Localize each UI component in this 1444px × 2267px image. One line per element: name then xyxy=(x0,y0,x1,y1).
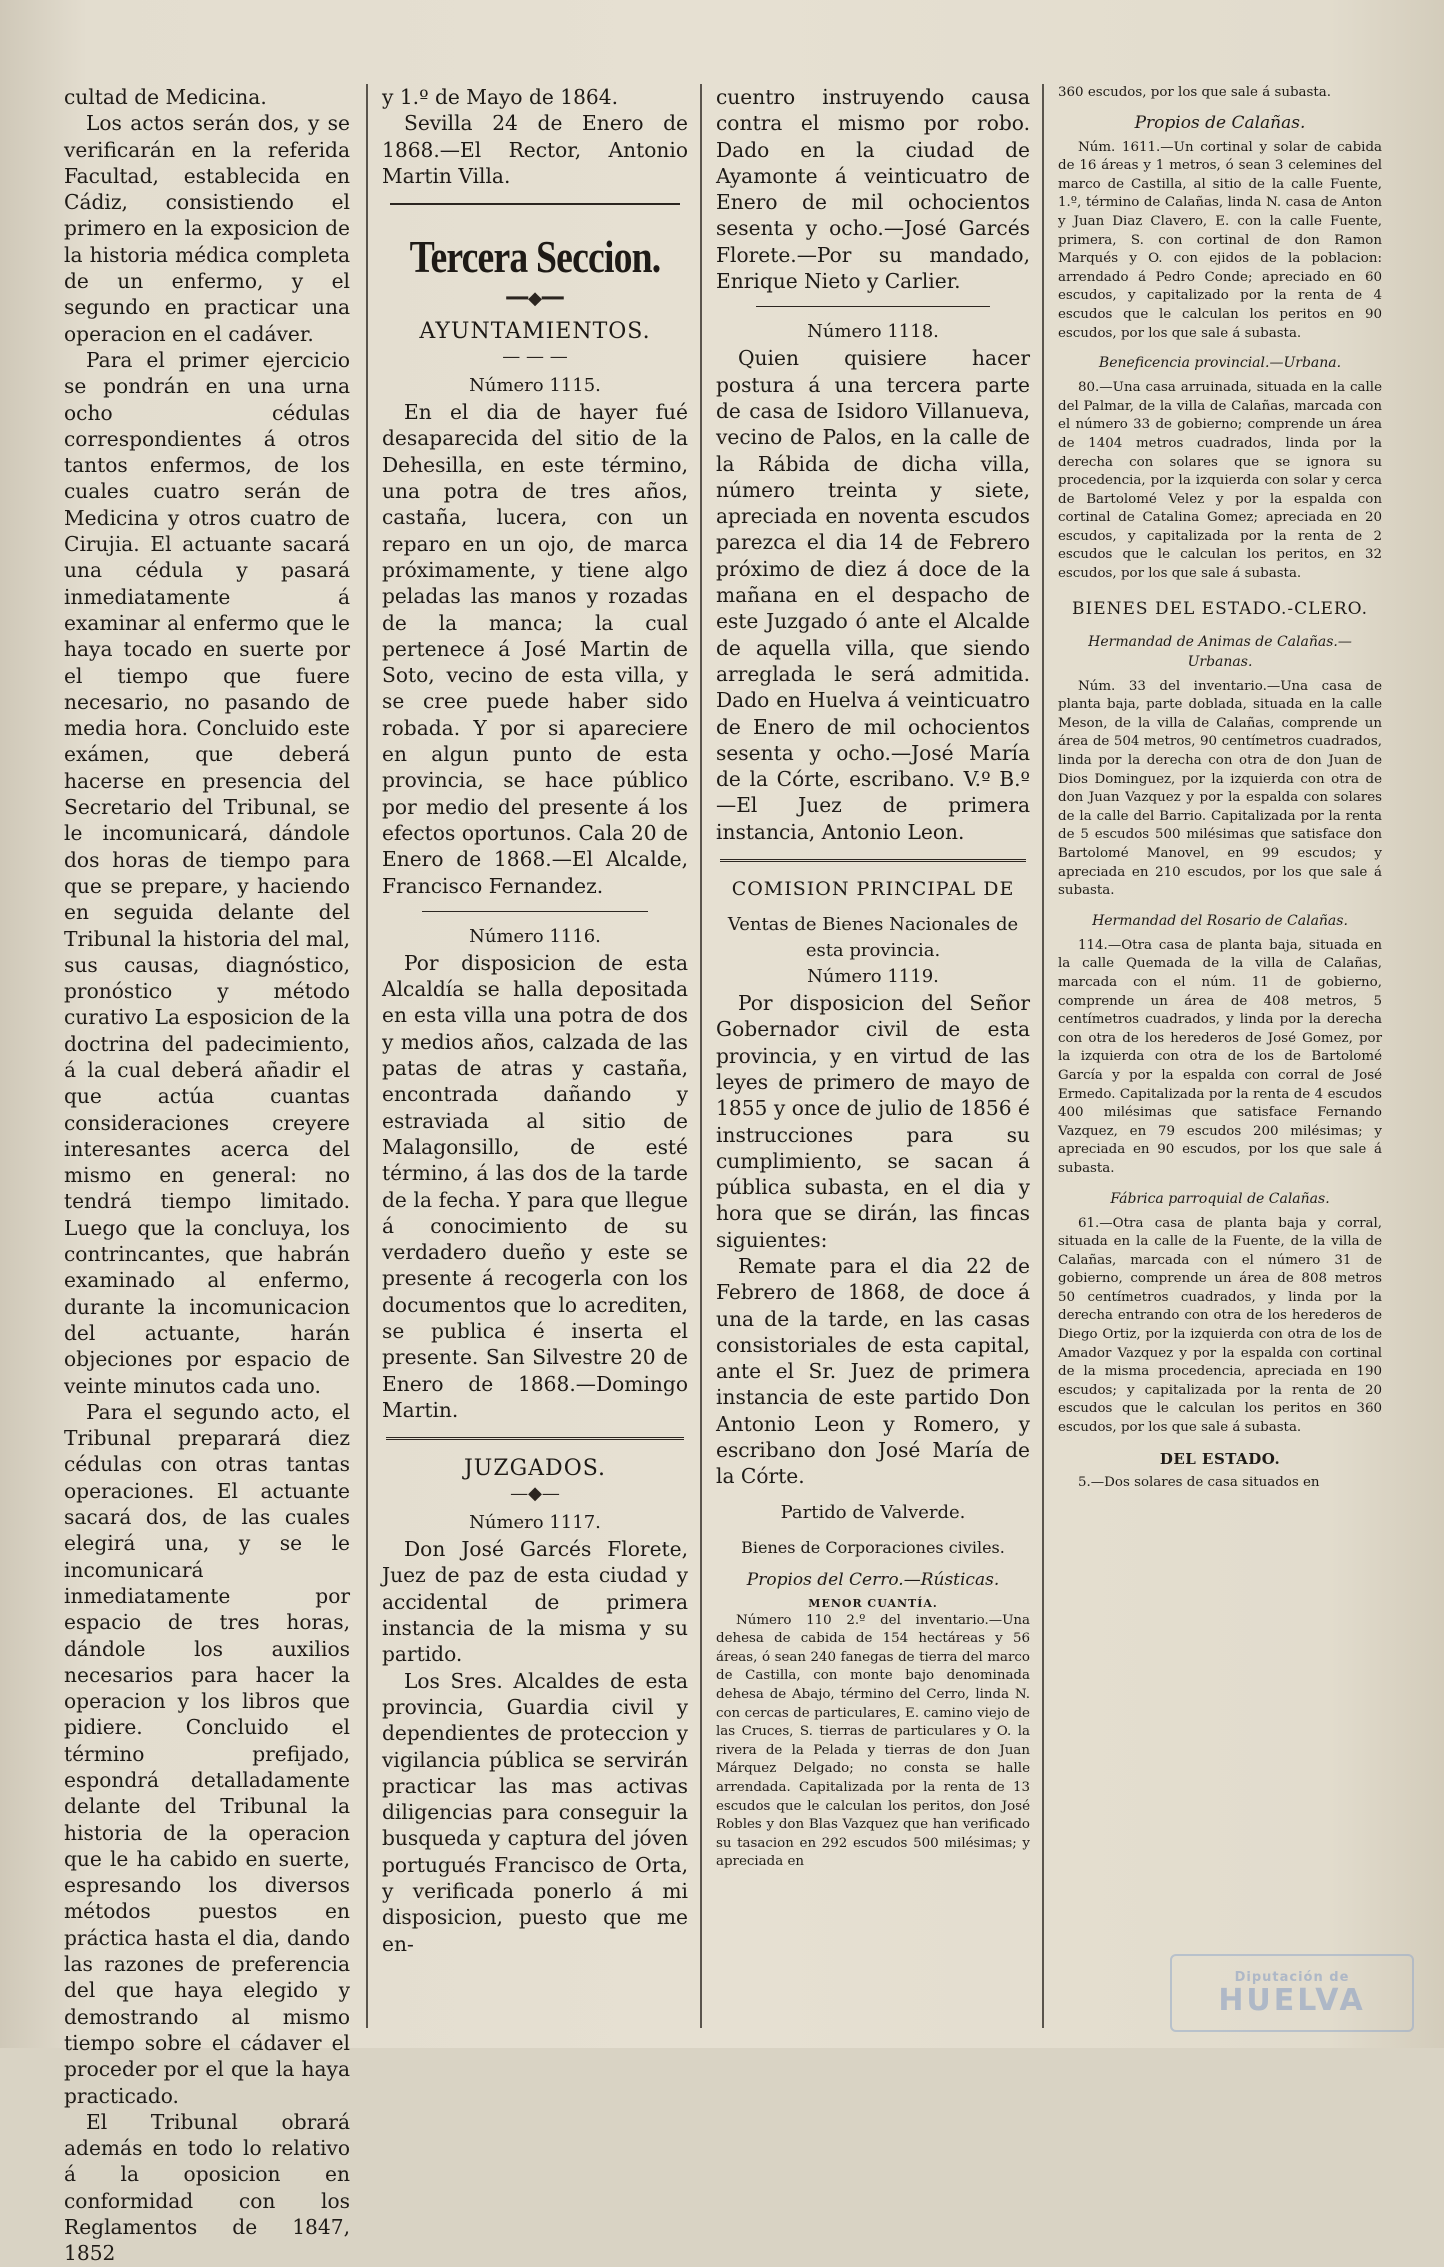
paragraph: 114.—Otra casa de planta baja, situada en la calle Quemada de la villa de Calañas, marcada con el núm. 11 de gobierno, comprende un área de 408 metros, 5 centímetros cuadrados, y linda por la derecha con otra de los herederos de José Gomez, por la izquierda con otra de los de Bartolomé García y por la espalda con corral de José Ermedo. Capitalizada por la renta de 4 escudos 400 milésimas que satisface Fernando Vazquez, en 79 escudos 200 milésimas; y apreciada en 90 escudos, por los que sale á subasta. xyxy=(1058,937,1382,1176)
paragraph: Don José Garcés Florete, Juez de paz de esta ciudad y accidental de primera instancia de la misma y su partido. xyxy=(382,1537,688,1667)
column-4 xyxy=(1044,84,1390,2028)
ornament-divider: —◆— xyxy=(510,1483,560,1505)
paragraph: 360 escudos, por los que sale á subasta. xyxy=(1058,85,1331,100)
column-rule xyxy=(366,84,368,2028)
ornament-divider: ━━◆━━ xyxy=(506,288,564,310)
divider xyxy=(720,859,1026,862)
subheading: Propios del Cerro.—Rústicas. xyxy=(746,1569,1000,1590)
notice-number: Número 1117. xyxy=(469,1512,601,1534)
paragraph: cuentro instruyendo causa contra el mismo por robo. Dado en la ciudad de Ayamonte á veinticuatro de Enero de mil ochocientos sesenta y ocho.—José Garcés Florete.—Por su mandado, Enrique Nieto y Carlier. xyxy=(716,85,1030,294)
heading-del-estado: DEL ESTADO. xyxy=(1159,1449,1281,1468)
subheading: Partido de Valverde. xyxy=(780,1501,966,1523)
column-rule xyxy=(1042,84,1044,2028)
subheading: MENOR CUANTÍA. xyxy=(808,1596,938,1610)
paragraph: Por disposicion del Señor Gobernador civil de esta provincia, y en virtud de las leyes de primero de mayo de 1855 y once de julio de 1856 é instrucciones para su cumplimiento, se sacan á pública subasta, en el dia y hora que se dirán, las fincas siguientes: xyxy=(716,991,1030,1252)
paragraph: Por disposicion de esta Alcaldía se halla depositada en esta villa una potra de dos y medios años, calzada de las patas de atras y castaña, encontrada dañando y estraviada al sitio de Malagonsillo, de esté término, á las dos de la tarde de la fecha. Y para que llegue á conocimiento de su verdadero dueño y este se presente á recogerla con los documentos que lo acrediten, se publica é inserta el presente. San Silvestre 20 de Enero de 1868.—Domingo Martin. xyxy=(382,950,688,1422)
notice-number: Número 1115. xyxy=(469,375,601,397)
column-3 xyxy=(702,84,1042,2028)
subheading: Ventas de Bienes Nacionales de esta provincia. xyxy=(727,914,1019,962)
paragraph: 61.—Otra casa de planta baja y corral, situada en la calle de la Fuente, de la villa de Calañas, marcada con el número 31 de gobierno, comprende un área de 808 metros 50 centímetros cuadrados, y linda por la derecha entrando con otra de los herederos de Diego Ortiz, por la izquierda con otra de los de Amador Vazquez y por la espalda con cortinal de la misma procedencia, apreciada en 190 escudos; y capitalizada por la renta de 20 escudos que le calculan los peritos en 360 escudos, por los que sale á subasta. xyxy=(1058,1215,1382,1436)
columns xyxy=(64,84,1428,2266)
divider xyxy=(756,306,990,307)
heading-bienes-estado: BIENES DEL ESTADO.-CLERO. xyxy=(1072,598,1368,619)
paragraph: y 1.º de Mayo de 1864. xyxy=(382,85,619,109)
subheading: Beneficencia provincial.—Urbana. xyxy=(1098,355,1342,372)
paragraph: Para el segundo acto, el Tribunal preparará diez cédulas con otras tantas operaciones. El actuante sacará dos, de las cuales elegirá una, y se le incomunicará inmediatamente por espacio de tres horas, dándole los auxilios necesarios para hacer la operacion y los libros que pidiere. Concluido el término prefijado, espondrá detalladamente delante del Tribunal la historia de la operacion que le ha cabido en suerte, espresando los diversos métodos puestos en práctica hasta el dia, dando las razones de preferencia del que haya elegido y demostrando al mismo tiempo sobre el cádaver el proceder por el que la haya practicado. xyxy=(64,1399,350,2108)
paragraph: Núm. 1611.—Un cortinal y solar de cabida de 16 áreas y 1 metros, ó sean 3 celemines del marco de Castilla, al sitio de la calle Fuente, 1.º, término de Calañas, linda N. casa de Anton y Juan Diaz Clavero, E. con la calle Fuente, primera, S. con cortinal de don Ramon Marqués y O. con ejidos de la poblacion: arrendado á Pedro Conde; apreciado en 60 escudos, y capitalizado por la renta de 4 escudos que le calculan los peritos en 90 escudos, por los que sale á subasta. xyxy=(1058,139,1382,341)
stamp-line: Diputación de xyxy=(1234,1969,1350,1985)
heading-ayuntamientos: AYUNTAMIENTOS. xyxy=(419,319,651,345)
paragraph: Remate para el dia 22 de Febrero de 1868, de doce á una de la tarde, en las casas consistoriales de esta capital, ante el Sr. Juez de primera instancia de este partido Don Antonio Leon y Romero, y escribano don José María de la Córte. xyxy=(716,1253,1030,1489)
divider xyxy=(422,911,648,912)
subheading: Hermandad de Animas de Calañas.—Urbanas. xyxy=(1088,633,1352,670)
paragraph: Para el primer ejercicio se pondrán en una urna ocho cédulas correspondientes á otros tantos enfermos, de los cuales cuatro serán de Medicina y otros cuatro de Cirujia. El actuante sacará una cédula y pasará inmediatamente á examinar al enfermo que le haya tocado en suerte por el tiempo que fuere necesario, no pasando de media hora. Concluido este exámen, que deberá hacerse en presencia del Secretario del Tribunal, se le incomunicará, dándole dos horas de tiempo para que se prepare, y haciendo en seguida delante del Tribunal la historia del mal, sus causas, diagnóstico, pronóstico y método curativo La esposicion de la doctrina del padecimiento, á la cual deberá añadir el que actúa cuantas consideraciones creyere interesantes acerca del mismo en general: no tendrá tiempo limitado. Luego que la concluya, los contrincantes, que habrán examinado al enfermo, durante la incomunicacion del actuante, harán objeciones por espacio de veinte minutos cada uno. xyxy=(64,347,350,1398)
heading-comision: COMISION PRINCIPAL DE xyxy=(731,878,1015,901)
paragraph: Quien quisiere hacer postura á una tercera parte de casa de Isidoro Villanueva, vecino de Palos, en la calle de la Rábida de dicha villa, número treinta y siete, apreciada en noventa escudos parezca el dia 14 de Febrero próximo de diez á doce de la mañana en el despacho de este Juzgado ó ante el Alcalde de aquella villa, que siendo arreglada le será admitida. Dado en Huelva á veinticuatro de Enero de mil ochocientos sesenta y ocho.—José María de la Córte, escribano. V.º B.º—El Juez de primera instancia, Antonio Leon. xyxy=(716,346,1030,844)
column-2 xyxy=(368,84,700,2028)
subheading: Hermandad del Rosario de Calañas. xyxy=(1092,912,1348,929)
heading-juzgados: JUZGADOS. xyxy=(463,1456,607,1482)
section-title: Tercera Seccion. xyxy=(409,231,661,283)
paragraph: 5.—Dos solares de casa situados en xyxy=(1078,1474,1320,1490)
paragraph: cultad de Medicina. xyxy=(64,85,267,109)
column-rule xyxy=(700,84,702,2028)
paragraph: 80.—Una casa arruinada, situada en la calle del Palmar, de la villa de Calañas, marcada con el número 33 de gobierno; comprende un área de 1404 metros cuadrados, linda por la derecha con solares que se ignora su procedencia, por la izquierda con solar y cerca de Bartolomé Velez y por la espalda con cortinal de Catalina Gomez; apreciada en 20 escudos, y capitalizada por la renta de 2 escudos que le calculan los peritos, en 32 escudos, por los que sale á subasta. xyxy=(1058,380,1382,582)
paragraph: Número 110 2.º del inventario.—Una dehesa de cabida de 154 hectáreas y 56 áreas, ó sean 240 fanegas de tierra del marco de Castilla, con monte bajo denominada dehesa de Abajo, término del Cerro, linda N. con cercas de particulares, E. camino viejo de las Cruces, S. tierras de particulares y O. la rivera de la Pelada y tierras de don Juan Márquez Delgado; no consta se halle arrendada. Capitalizada por la renta de 13 escudos que le calculan los peritos, don José Robles y don Blas Vazquez que han verificado su tasacion en 292 escudos 500 milésimas; y apreciada en xyxy=(716,1612,1030,1870)
notice-number: Número 1118. xyxy=(807,321,939,343)
column-1 xyxy=(64,84,366,2266)
ornament-divider: — — — xyxy=(502,346,568,368)
signature: Sevilla 24 de Enero de 1868.—El Rector, Antonio Martin Villa. xyxy=(382,111,688,188)
notice-number: Número 1119. xyxy=(807,966,939,988)
subheading: Bienes de Corporaciones civiles. xyxy=(741,1537,1005,1557)
paragraph: Los Sres. Alcaldes de esta provincia, Guardia civil y dependientes de proteccion y vigilancia pública se servirán practicar las mas activas diligencias para conseguir la busqueda y captura del jóven portugués Francisco de Orta, y verificada ponerlo á mi disposicion, puesto que me en- xyxy=(382,1668,688,1956)
notice-number: Número 1116. xyxy=(469,925,601,947)
paragraph: Los actos serán dos, y se verificarán en la referida Facultad, establecida en Cádiz, consistiendo el primero en la exposicion de la historia médica completa de un enfermo, y el segundo en practicar una operacion en el cadáver. xyxy=(64,111,350,346)
paragraph: El Tribunal obrará además en todo lo relativo á la oposicion en conformidad con los Reglamentos de 1847, 1852 xyxy=(64,2109,350,2266)
paragraph: Núm. 33 del inventario.—Una casa de planta baja, parte doblada, situada en la calle Meson, de la villa de Calañas, comprende un área de 504 metros, 90 centímetros cuadrados, linda por la derecha con otra de don Juan de Dios Dominguez, por la izquierda con otra de don Juan Vazquez y por la espalda con solares de la calle del Barrio. Capitalizada por la renta de 5 escudos 500 milésimas que satisface don Bartolomé Manovel, en 99 escudos; y apreciada en 210 escudos, por los que sale á subasta. xyxy=(1058,678,1382,899)
divider xyxy=(390,203,680,205)
stamp-line: HUELVA xyxy=(1218,1982,1366,2018)
subheading: Fábrica parroquial de Calañas. xyxy=(1110,1190,1330,1207)
divider xyxy=(386,1437,684,1440)
paragraph: En el dia de hayer fué desaparecida del sitio de la Dehesilla, en este término, una potra de tres años, castaña, lucera, con un reparo en un ojo, de marca próximamente, y tiene algo peladas las manos y rozadas de la manca; la cual pertenece á José Martin de Soto, vecino de esta villa, y se cree puede haber sido robada. Y por si apareciere en algun punto de esta provincia, se hace público por medio del presente á los efectos oportunos. Cala 20 de Enero de 1868.—El Alcalde, Francisco Fernandez. xyxy=(382,400,688,898)
subheading: Propios de Calañas. xyxy=(1134,112,1306,133)
